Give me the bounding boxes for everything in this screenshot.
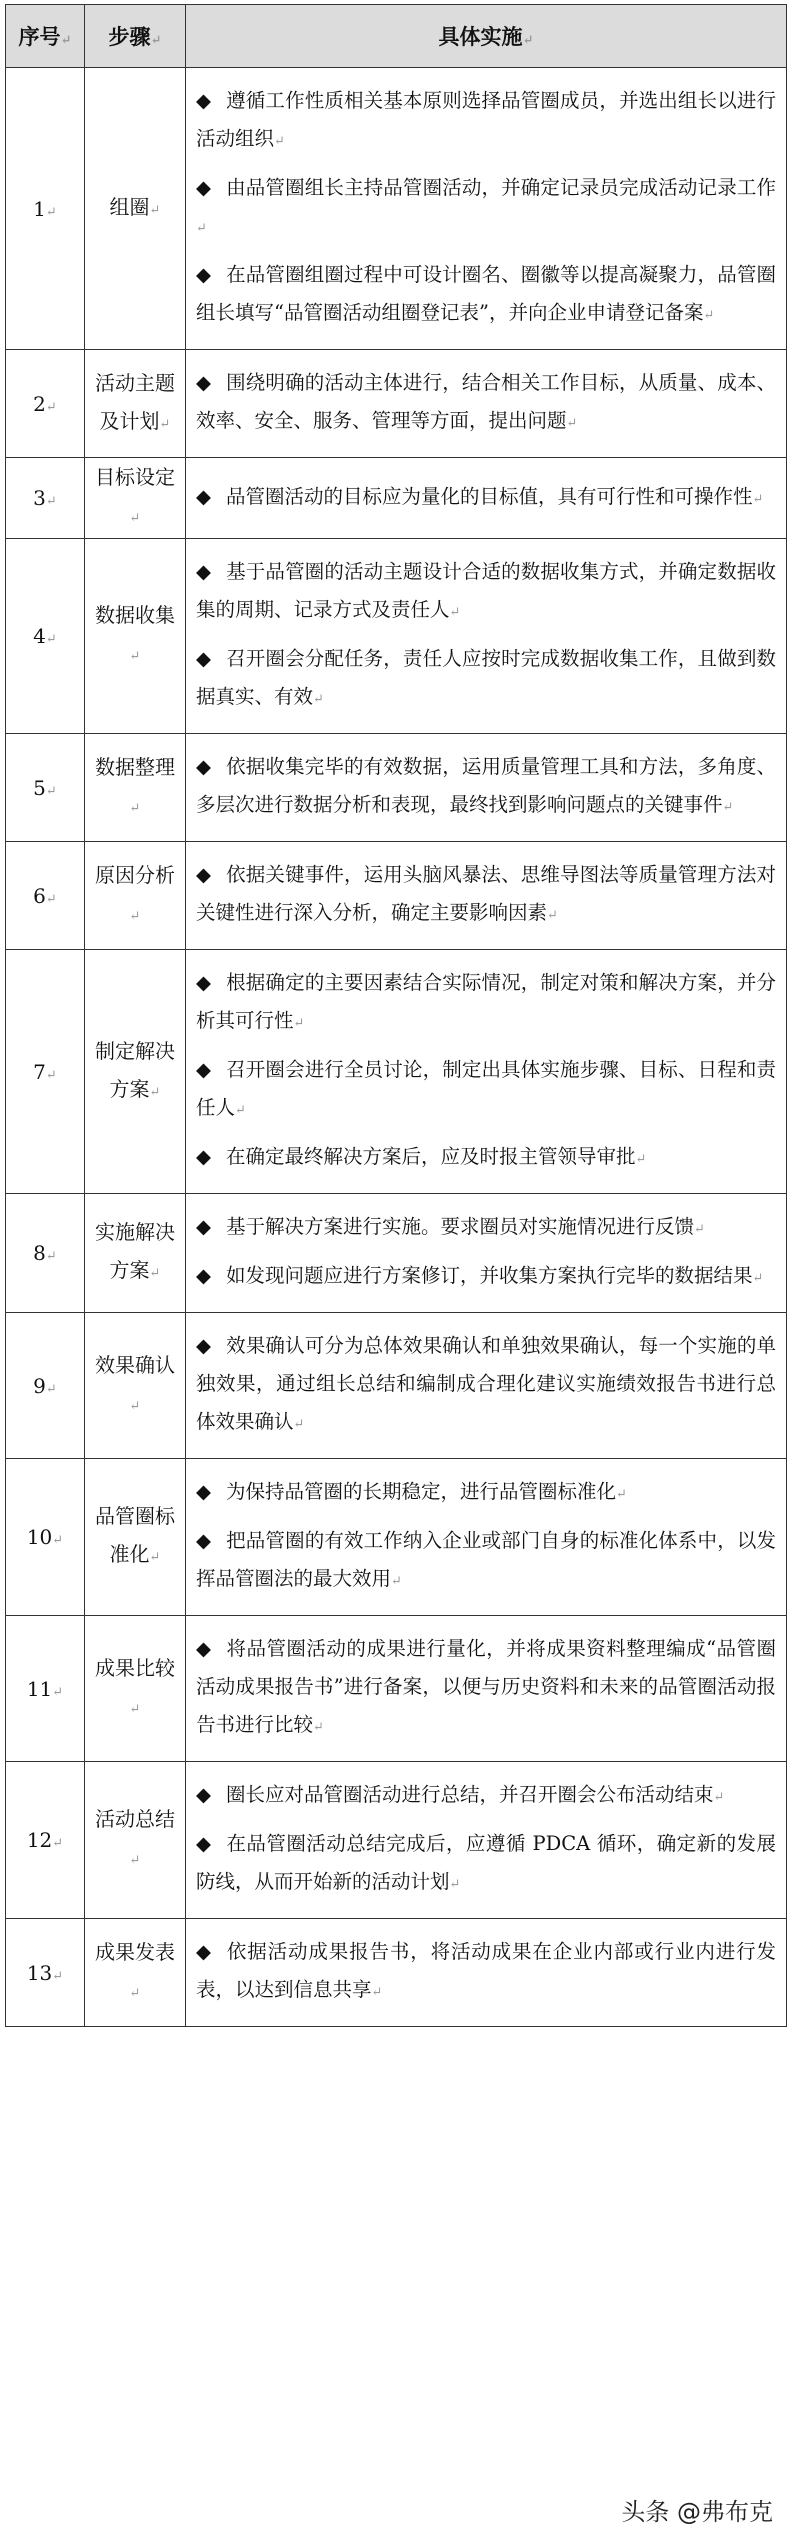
row-detail [186,734,787,842]
row-number: 9↵ [6,1313,85,1459]
detail-item: ◆ 召开圈会进行全员讨论，制定出具体实施步骤、目标、日程和责任人↵ [196,1051,776,1130]
row-detail [186,350,787,458]
diamond-bullet-icon: ◆ [196,1940,211,1963]
diamond-bullet-icon: ◆ [196,647,211,670]
row-step: 活动总结↵ [85,1762,186,1919]
detail-item: ◆ 由品管圈组长主持品管圈活动，并确定记录员完成活动记录工作↵ [196,169,776,248]
row-step: 组圈↵ [85,68,186,350]
document [5,4,786,2027]
diamond-bullet-icon: ◆ [196,263,211,286]
table-row [6,1459,787,1616]
row-number: 7↵ [6,950,85,1194]
watermark: 头条 @弗布克 [621,2498,773,2526]
row-number: 8↵ [6,1194,85,1313]
diamond-bullet-icon: ◆ [196,755,211,778]
diamond-bullet-icon: ◆ [196,1529,211,1552]
row-detail [186,458,787,539]
row-detail [186,1459,787,1616]
row-step: 品管圈标准化↵ [85,1459,186,1616]
detail-item: ◆ 围绕明确的活动主体进行，结合相关工作目标，从质量、成本、效率、安全、服务、管理等方面，提出问题↵ [196,364,776,443]
detail-item: ◆ 为保持品管圈的长期稳定，进行品管圈标准化↵ [196,1473,776,1514]
table-row [6,734,787,842]
row-number: 3↵ [6,458,85,539]
row-step: 数据收集↵ [85,539,186,734]
row-step: 成果比较↵ [85,1616,186,1762]
table-row [6,1762,787,1919]
detail-item: ◆ 在品管圈组圈过程中可设计圈名、圈徽等以提高凝聚力，品管圈组长填写“品管圈活动组圈登记表”，并向企业申请登记备案↵ [196,256,776,335]
table-body [6,68,787,2027]
diamond-bullet-icon: ◆ [196,1637,211,1660]
row-number: 4↵ [6,539,85,734]
row-detail [186,1194,787,1313]
row-number: 6↵ [6,842,85,950]
detail-item: ◆ 将品管圈活动的成果进行量化，并将成果资料整理编成“品管圈活动成果报告书”进行备案，以便与历史资料和未来的品管圈活动报告书进行比较↵ [196,1630,776,1747]
row-detail [186,1313,787,1459]
row-detail [186,539,787,734]
detail-item: ◆ 在确定最终解决方案后，应及时报主管领导审批↵ [196,1138,776,1179]
row-number: 10↵ [6,1459,85,1616]
diamond-bullet-icon: ◆ [196,560,211,583]
diamond-bullet-icon: ◆ [196,1334,211,1357]
header-detail: 具体实施↵ [186,5,787,68]
row-detail [186,1616,787,1762]
table-row [6,458,787,539]
row-number: 13↵ [6,1919,85,2027]
row-detail [186,68,787,350]
row-detail [186,842,787,950]
detail-item: ◆ 根据确定的主要因素结合实际情况，制定对策和解决方案，并分析其可行性↵ [196,964,776,1043]
diamond-bullet-icon: ◆ [196,89,211,112]
row-detail [186,1919,787,2027]
table-header-row [6,5,787,68]
table-row [6,350,787,458]
detail-item: ◆ 依据关键事件，运用头脑风暴法、思维导图法等质量管理方法对关键性进行深入分析，确定主要影响因素↵ [196,856,776,935]
row-number: 1↵ [6,68,85,350]
row-detail [186,950,787,1194]
diamond-bullet-icon: ◆ [196,1145,211,1168]
row-step: 活动主题及计划↵ [85,350,186,458]
diamond-bullet-icon: ◆ [196,1264,211,1287]
diamond-bullet-icon: ◆ [196,176,211,199]
detail-item: ◆ 依据活动成果报告书，将活动成果在企业内部或行业内进行发表，以达到信息共享↵ [196,1933,776,2012]
row-number: 2↵ [6,350,85,458]
table-row [6,1313,787,1459]
detail-item: ◆ 遵循工作性质相关基本原则选择品管圈成员，并选出组长以进行活动组织↵ [196,82,776,161]
table-row [6,68,787,350]
table-row [6,1194,787,1313]
detail-item: ◆ 基于解决方案进行实施。要求圈员对实施情况进行反馈↵ [196,1208,776,1249]
header-num: 序号↵ [6,5,85,68]
header-step: 步骤↵ [85,5,186,68]
row-step: 制定解决方案↵ [85,950,186,1194]
row-step: 目标设定↵ [85,458,186,539]
diamond-bullet-icon: ◆ [196,1058,211,1081]
detail-item: ◆ 召开圈会分配任务，责任人应按时完成数据收集工作，且做到数据真实、有效↵ [196,640,776,719]
diamond-bullet-icon: ◆ [196,484,211,508]
detail-item: ◆ 基于品管圈的活动主题设计合适的数据收集方式，并确定数据收集的周期、记录方式及责任人↵ [196,553,776,632]
row-step: 原因分析↵ [85,842,186,950]
row-number: 12↵ [6,1762,85,1919]
table-row [6,1616,787,1762]
detail-item: ◆ 在品管圈活动总结完成后，应遵循 PDCA 循环，确定新的发展防线，从而开始新的活动计划↵ [196,1825,776,1904]
row-step: 实施解决方案↵ [85,1194,186,1313]
diamond-bullet-icon: ◆ [196,1832,211,1855]
detail-item: ◆ 圈长应对品管圈活动进行总结，并召开圈会公布活动结束↵ [196,1776,776,1817]
detail-item: ◆ 依据收集完毕的有效数据，运用质量管理工具和方法，多角度、多层次进行数据分析和表现，最终找到影响问题点的关键事件↵ [196,748,776,827]
row-step: 数据整理↵ [85,734,186,842]
diamond-bullet-icon: ◆ [196,371,211,394]
diamond-bullet-icon: ◆ [196,863,211,886]
row-detail [186,1762,787,1919]
table-row [6,950,787,1194]
row-number: 11↵ [6,1616,85,1762]
table-row [6,1919,787,2027]
diamond-bullet-icon: ◆ [196,1783,211,1806]
detail-item: ◆ 品管圈活动的目标应为量化的目标值，具有可行性和可操作性↵ [196,478,776,519]
diamond-bullet-icon: ◆ [196,1480,211,1503]
row-step: 效果确认↵ [85,1313,186,1459]
detail-item: ◆ 如发现问题应进行方案修订，并收集方案执行完毕的数据结果↵ [196,1257,776,1298]
steps-table [5,4,787,2027]
detail-item: ◆ 效果确认可分为总体效果确认和单独效果确认，每一个实施的单独效果，通过组长总结和编制成合理化建议实施绩效报告书进行总体效果确认↵ [196,1327,776,1444]
detail-item: ◆ 把品管圈的有效工作纳入企业或部门自身的标准化体系中，以发挥品管圈法的最大效用↵ [196,1522,776,1601]
table-row [6,842,787,950]
diamond-bullet-icon: ◆ [196,1215,211,1238]
table-row [6,539,787,734]
diamond-bullet-icon: ◆ [196,971,211,994]
row-number: 5↵ [6,734,85,842]
row-step: 成果发表↵ [85,1919,186,2027]
